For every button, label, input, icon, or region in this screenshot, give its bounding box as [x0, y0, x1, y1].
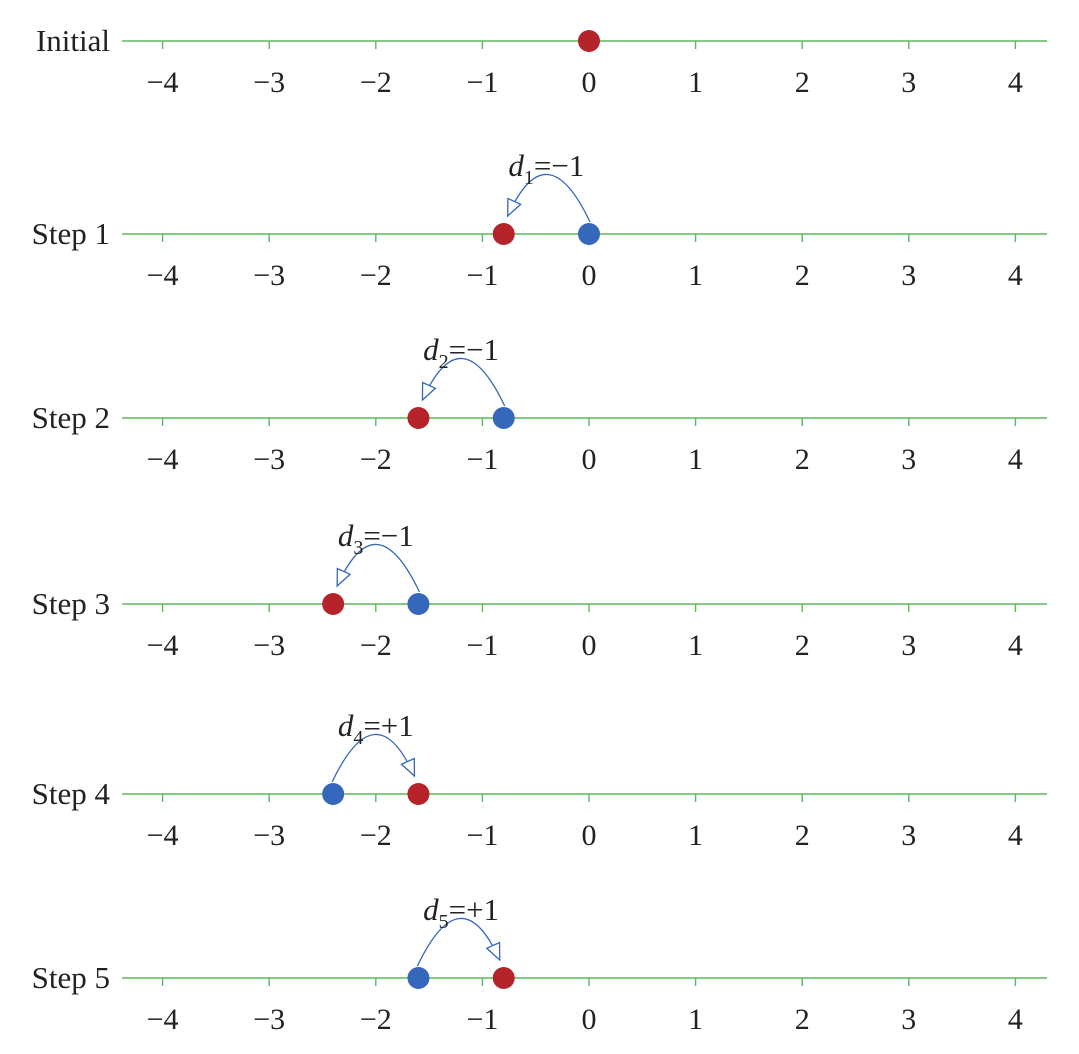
tick-label: −4 — [146, 443, 179, 476]
step-subscript: 2 — [438, 351, 449, 373]
row-label: Step 3 — [31, 586, 110, 621]
tick-label: −4 — [146, 629, 179, 662]
step-variable: d — [337, 518, 354, 553]
tick-label: 3 — [901, 1003, 917, 1036]
tick-label: −2 — [359, 443, 392, 476]
step-arrowhead — [422, 383, 435, 400]
step-variable: d — [423, 332, 439, 367]
tick-label: 0 — [581, 66, 597, 99]
previous-position-dot — [407, 967, 429, 989]
step-variable: d — [423, 892, 439, 927]
previous-position-dot — [493, 407, 515, 429]
tick-label: −4 — [146, 1003, 179, 1036]
tick-label: 2 — [794, 629, 810, 662]
tick-label: 4 — [1007, 259, 1023, 292]
tick-label: 4 — [1007, 443, 1023, 476]
tick-label: −4 — [146, 259, 179, 292]
tick-label: 2 — [794, 259, 810, 292]
tick-label: 1 — [688, 66, 704, 99]
tick-label: −3 — [253, 443, 286, 476]
tick-label: 1 — [688, 819, 704, 852]
number-line-row — [32, 708, 1047, 852]
step-subscript: 1 — [523, 167, 534, 189]
step-arrowhead — [487, 943, 500, 960]
step-annotation — [423, 892, 499, 933]
tick-label: 3 — [901, 443, 917, 476]
tick-label: −1 — [466, 629, 499, 662]
tick-label: 4 — [1007, 629, 1023, 662]
current-position-dot — [493, 967, 515, 989]
step-variable: d — [337, 708, 354, 743]
tick-label: −1 — [466, 1003, 499, 1036]
tick-label: 0 — [581, 1003, 597, 1036]
step-subscript: 4 — [353, 727, 364, 749]
current-position-dot — [407, 407, 429, 429]
row-label: Step 4 — [31, 776, 110, 811]
tick-label: 1 — [688, 443, 704, 476]
tick-label: 1 — [688, 259, 704, 292]
number-line-row — [32, 892, 1047, 1036]
step-annotation — [338, 708, 414, 749]
tick-label: −1 — [466, 443, 499, 476]
row-label: Step 2 — [31, 400, 110, 435]
tick-label: −2 — [359, 66, 392, 99]
step-arrowhead — [337, 569, 350, 586]
tick-label: 2 — [794, 819, 810, 852]
current-position-dot — [407, 783, 429, 805]
number-line-row — [36, 23, 1047, 99]
tick-label: 2 — [794, 1003, 810, 1036]
tick-label: 0 — [581, 819, 597, 852]
tick-label: 1 — [688, 1003, 704, 1036]
previous-position-dot — [322, 783, 344, 805]
tick-label: 3 — [901, 259, 917, 292]
step-value: =−1 — [533, 148, 585, 183]
tick-label: 4 — [1007, 1003, 1023, 1036]
tick-label: 0 — [581, 259, 597, 292]
tick-label: −4 — [146, 66, 179, 99]
tick-label: −1 — [466, 259, 499, 292]
tick-label: −2 — [359, 1003, 392, 1036]
tick-label: 4 — [1007, 66, 1023, 99]
tick-label: 2 — [794, 66, 810, 99]
tick-label: 0 — [581, 629, 597, 662]
tick-label: 2 — [794, 443, 810, 476]
tick-label: −4 — [146, 819, 179, 852]
tick-label: −3 — [253, 66, 286, 99]
step-annotation — [423, 332, 499, 373]
tick-label: −2 — [359, 819, 392, 852]
tick-label: −3 — [253, 819, 286, 852]
step-value: =−1 — [448, 332, 500, 367]
previous-position-dot — [578, 223, 600, 245]
tick-label: −1 — [466, 819, 499, 852]
row-label: Step 5 — [31, 960, 110, 995]
step-annotation — [338, 518, 414, 559]
current-position-dot — [322, 593, 344, 615]
tick-label: 1 — [688, 629, 704, 662]
tick-label: −3 — [253, 1003, 286, 1036]
tick-label: 3 — [901, 66, 917, 99]
tick-label: −2 — [359, 629, 392, 662]
step-annotation — [508, 148, 584, 189]
step-arrowhead — [401, 759, 414, 776]
row-label: Initial — [35, 23, 110, 58]
current-position-dot — [493, 223, 515, 245]
step-value: =+1 — [363, 708, 414, 743]
number-line-row — [32, 332, 1047, 476]
tick-label: 3 — [901, 629, 917, 662]
step-value: =+1 — [448, 892, 500, 927]
number-line-row — [32, 148, 1047, 292]
tick-label: −3 — [253, 259, 286, 292]
tick-label: 4 — [1007, 819, 1023, 852]
step-value: =−1 — [363, 518, 414, 553]
tick-label: 3 — [901, 819, 917, 852]
current-position-dot — [578, 30, 600, 52]
step-subscript: 3 — [353, 537, 364, 559]
previous-position-dot — [407, 593, 429, 615]
number-line-row — [32, 518, 1047, 662]
tick-label: −3 — [253, 629, 286, 662]
step-variable: d — [508, 148, 524, 183]
tick-label: −1 — [466, 66, 499, 99]
row-label: Step 1 — [31, 216, 110, 251]
tick-label: −2 — [359, 259, 392, 292]
step-arrowhead — [508, 199, 521, 216]
tick-label: 0 — [581, 443, 597, 476]
step-subscript: 5 — [438, 911, 449, 933]
